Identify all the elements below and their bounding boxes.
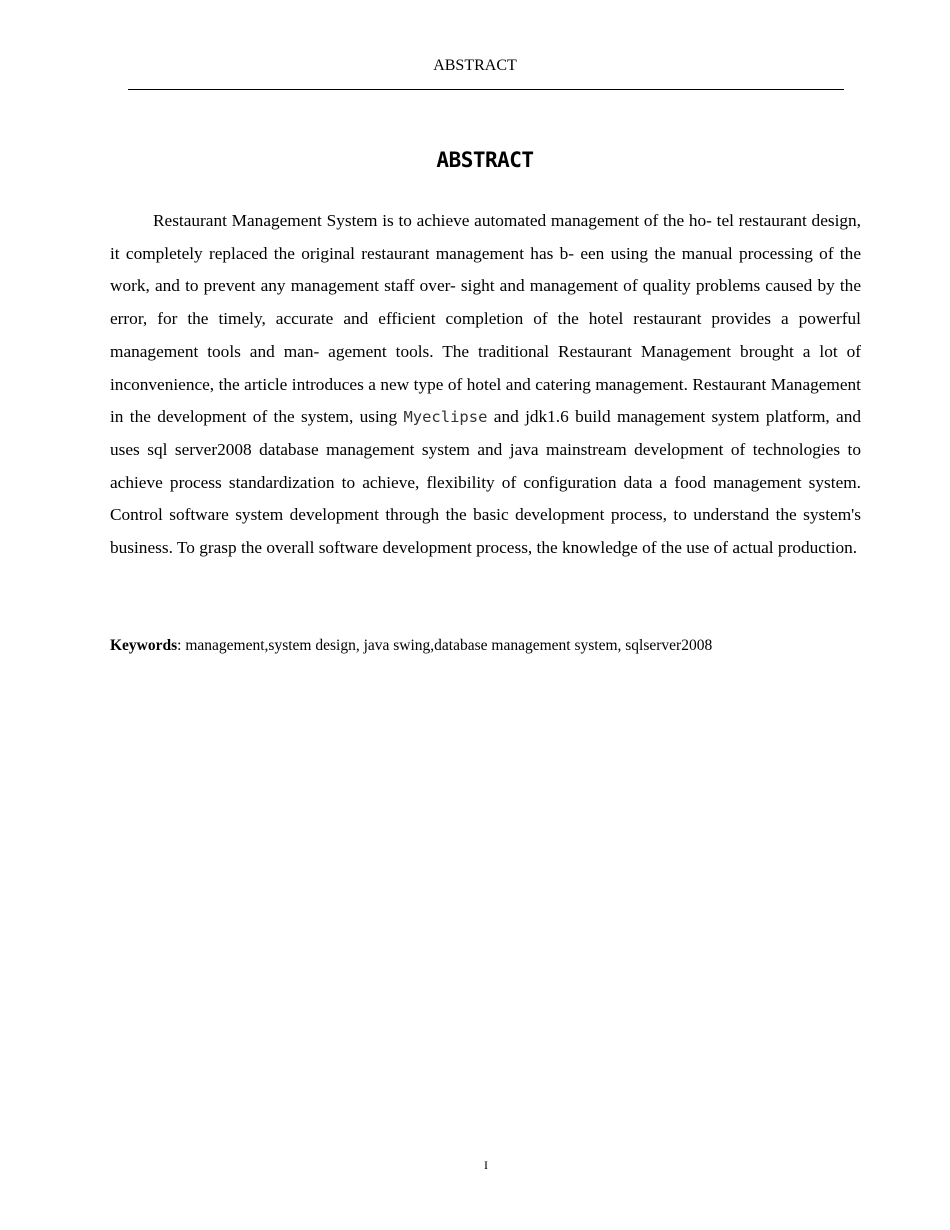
running-header: ABSTRACT: [433, 57, 517, 74]
abstract-title: ABSTRACT: [436, 148, 534, 172]
page-number: I: [484, 1158, 488, 1172]
abstract-body-part2: and jdk1.6 build management system platform, and uses sql server2008 database management system and java mainstream development of technologies to achieve process standardization to achieve, flexibility of configuration data a food management system. Control software system development through the basic development process, to understand the system's business. To grasp the overall software development process, the knowledge of the use of actual production.: [110, 407, 862, 558]
keywords-line: [110, 636, 861, 656]
keywords-text: : management,system design, java swing,database management system, sqlserver2008: [177, 637, 713, 654]
header-rule: [128, 89, 844, 90]
abstract-body: [110, 205, 861, 565]
keywords-label: Keywords: [110, 637, 178, 654]
abstract-body-part1: Restaurant Management System is to achieve automated management of the ho- tel restaurant design, it completely replaced the original restaurant management has b- een using the manual processing of the work, and to prevent any management staff over- sight and management of quality problems caused by the error, for the timely, accurate and efficient completion of the hotel restaurant provides a powerful management tools and man- agement tools. The traditional Restaurant Management brought a lot of inconvenience, the article introduces a new type of hotel and catering management. Restaurant Management in the development of the system, using: [110, 211, 861, 427]
software-term: Myeclipse: [403, 408, 488, 427]
